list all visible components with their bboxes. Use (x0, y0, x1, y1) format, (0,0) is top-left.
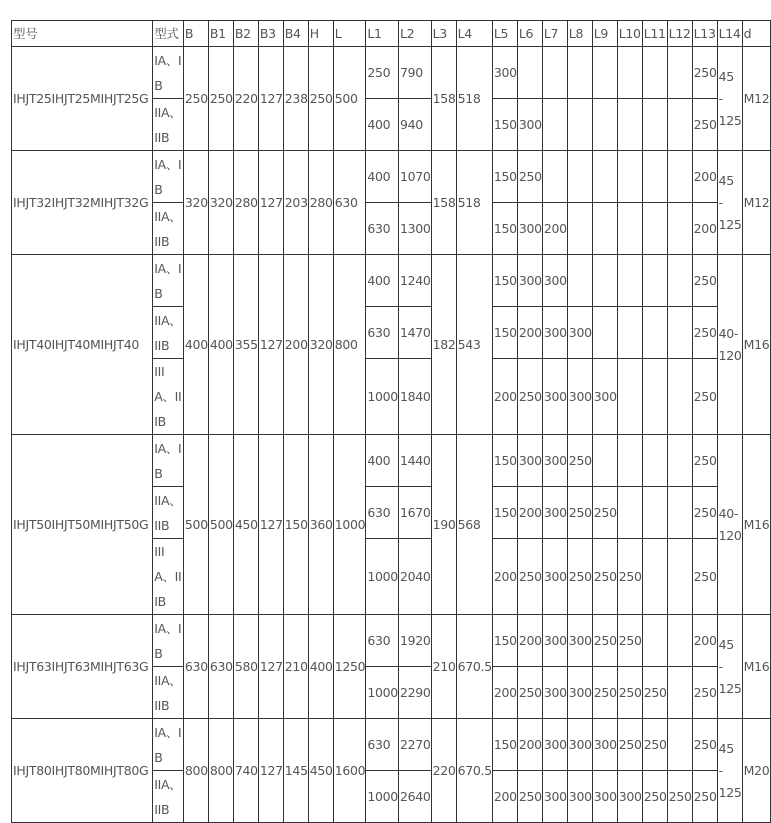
type-cell: IIA、IIB (153, 771, 184, 823)
dim-cell-b4: 200 (283, 255, 308, 435)
dim-cell-l6: 200 (517, 615, 542, 667)
dim-cell-l1: 630 (366, 487, 399, 539)
dim-cell-l8: 300 (567, 615, 592, 667)
dim-cell-l12 (667, 615, 692, 667)
dim-cell-l10: 250 (617, 667, 642, 719)
dim-cell-l8 (567, 99, 592, 151)
dim-cell-l4: 518 (456, 151, 492, 255)
dim-cell-l11 (642, 435, 667, 487)
table-row (12, 719, 771, 771)
dim-cell-l11 (642, 615, 667, 667)
dim-cell-l4: 543 (456, 255, 492, 435)
dim-cell-l13: 250 (692, 667, 717, 719)
dim-cell-l7: 300 (542, 615, 567, 667)
dim-cell-l10: 250 (617, 615, 642, 667)
dim-cell-l5: 150 (492, 719, 517, 771)
l14-value-line: 125 (718, 680, 742, 696)
dim-cell-l9 (592, 203, 617, 255)
dim-cell-l8: 250 (567, 435, 592, 487)
dim-cell-b2: 580 (233, 615, 258, 719)
dim-cell-b1: 630 (208, 615, 233, 719)
model-cell: IHJT50IHJT50MIHJT50G (12, 435, 153, 615)
dim-cell-l1: 1000 (366, 539, 399, 615)
dim-cell-l13: 250 (692, 771, 717, 823)
dim-cell-l5: 300 (492, 47, 517, 99)
dim-cell-l9: 250 (592, 539, 617, 615)
dim-cell-l12: 250 (667, 771, 692, 823)
dim-cell-l8: 250 (567, 487, 592, 539)
l14-value-line: 125 (718, 112, 742, 128)
header-row (12, 21, 771, 47)
dim-cell-l9 (592, 255, 617, 307)
dim-cell-l7 (542, 151, 567, 203)
dim-cell-b: 630 (183, 615, 208, 719)
dim-cell-b: 400 (183, 255, 208, 435)
dim-cell-l7: 300 (542, 771, 567, 823)
spec-table (11, 20, 771, 823)
dim-cell-l1: 400 (366, 435, 399, 487)
dim-cell-l13: 250 (692, 719, 717, 771)
dim-cell-l1: 630 (366, 615, 399, 667)
type-cell: IA、IB (153, 255, 184, 307)
dim-cell-l11 (642, 99, 667, 151)
dim-cell-l4: 568 (456, 435, 492, 615)
dim-cell-l1: 400 (366, 255, 399, 307)
dim-cell-l11 (642, 47, 667, 99)
dim-cell-l2: 1240 (398, 255, 431, 307)
dim-cell-l2: 790 (398, 47, 431, 99)
dim-cell-l12 (667, 359, 692, 435)
dim-cell-l9 (592, 99, 617, 151)
l14-value-line: 45 (718, 172, 734, 188)
dim-cell-b2: 220 (233, 47, 258, 151)
dim-cell-l1: 400 (366, 99, 399, 151)
dim-cell-l5: 150 (492, 151, 517, 203)
dim-cell-l6: 200 (517, 487, 542, 539)
dim-cell-h: 280 (308, 151, 333, 255)
dim-cell-l5: 200 (492, 667, 517, 719)
dim-cell-l7: 300 (542, 487, 567, 539)
dim-cell-d: M12 (742, 47, 770, 151)
dim-cell-l3: 210 (431, 615, 456, 719)
dim-cell-b3: 127 (258, 435, 283, 615)
dim-cell-l9: 300 (592, 719, 617, 771)
dim-cell-l9 (592, 307, 617, 359)
dim-cell-l11 (642, 255, 667, 307)
dim-cell-l10 (617, 359, 642, 435)
dim-cell-l5: 150 (492, 307, 517, 359)
dim-cell-l14 (717, 47, 742, 151)
dim-cell-l7: 300 (542, 719, 567, 771)
type-cell: IA、IB (153, 435, 184, 487)
dim-cell-l6: 300 (517, 435, 542, 487)
header-cell: 型号 (12, 21, 153, 47)
dim-cell-l6: 250 (517, 771, 542, 823)
dim-cell-l12 (667, 539, 692, 615)
dim-cell-b3: 127 (258, 151, 283, 255)
type-cell: IIA、IIB (153, 203, 184, 255)
dim-cell-l7: 300 (542, 255, 567, 307)
dim-cell-l9: 300 (592, 771, 617, 823)
type-cell: IIA、IIB (153, 487, 184, 539)
type-cell: IA、IB (153, 47, 184, 99)
dim-cell-l10: 250 (617, 719, 642, 771)
dim-cell-l13: 250 (692, 255, 717, 307)
dim-cell-l14 (717, 615, 742, 719)
dim-cell-l8 (567, 255, 592, 307)
l14-value-line: - (718, 90, 723, 106)
dim-cell-l12 (667, 667, 692, 719)
dim-cell-l13: 250 (692, 359, 717, 435)
table-row (12, 435, 771, 487)
dim-cell-b1: 500 (208, 435, 233, 615)
dim-cell-l13: 200 (692, 203, 717, 255)
dim-cell-l10 (617, 487, 642, 539)
dim-cell-l5: 150 (492, 203, 517, 255)
dim-cell-l5: 200 (492, 771, 517, 823)
header-cell: H (308, 21, 333, 47)
dim-cell-h: 320 (308, 255, 333, 435)
dim-cell-b1: 800 (208, 719, 233, 823)
dim-cell-l13: 250 (692, 47, 717, 99)
type-cell: IIA、IIB (153, 307, 184, 359)
dim-cell-l4: 670.5 (456, 719, 492, 823)
dim-cell-l9 (592, 151, 617, 203)
header-cell: L11 (642, 21, 667, 47)
l14-value-line: 120 (718, 527, 742, 543)
dim-cell-l9: 250 (592, 487, 617, 539)
dim-cell-l14 (717, 151, 742, 255)
dim-cell-l11: 250 (642, 719, 667, 771)
dim-cell-d: M16 (742, 255, 770, 435)
header-cell: L2 (398, 21, 431, 47)
header-cell: L9 (592, 21, 617, 47)
dim-cell-l13: 200 (692, 615, 717, 667)
l14-value-line: 120 (718, 347, 742, 363)
dim-cell-l11 (642, 487, 667, 539)
dim-cell-l5: 150 (492, 435, 517, 487)
dim-cell-b: 500 (183, 435, 208, 615)
dim-cell-b4: 238 (283, 47, 308, 151)
l14-value-line: 40- (718, 505, 739, 521)
dim-cell-l3: 158 (431, 151, 456, 255)
dim-cell-l2: 1920 (398, 615, 431, 667)
dim-cell-l: 630 (333, 151, 366, 255)
dim-cell-l7: 300 (542, 539, 567, 615)
dim-cell-l10 (617, 203, 642, 255)
dim-cell-l11 (642, 539, 667, 615)
table-row (12, 47, 771, 99)
dim-cell-l2: 2640 (398, 771, 431, 823)
dim-cell-l: 800 (333, 255, 366, 435)
dim-cell-l6: 300 (517, 255, 542, 307)
dim-cell-l2: 2040 (398, 539, 431, 615)
dim-cell-l12 (667, 255, 692, 307)
dim-cell-l1: 630 (366, 719, 399, 771)
dim-cell-b2: 280 (233, 151, 258, 255)
dim-cell-l2: 1440 (398, 435, 431, 487)
dim-cell-l9 (592, 435, 617, 487)
header-cell: L13 (692, 21, 717, 47)
dim-cell-l7 (542, 47, 567, 99)
dim-cell-b4: 150 (283, 435, 308, 615)
dim-cell-l9: 250 (592, 667, 617, 719)
dim-cell-l11 (642, 307, 667, 359)
header-cell: B3 (258, 21, 283, 47)
dim-cell-l4: 670.5 (456, 615, 492, 719)
dim-cell-h: 250 (308, 47, 333, 151)
dim-cell-l5: 150 (492, 255, 517, 307)
dim-cell-b2: 450 (233, 435, 258, 615)
header-cell: B2 (233, 21, 258, 47)
dim-cell-l8 (567, 203, 592, 255)
type-cell: IIA、IIB (153, 667, 184, 719)
dim-cell-l13: 200 (692, 151, 717, 203)
dim-cell-l8 (567, 151, 592, 203)
header-cell: L5 (492, 21, 517, 47)
dim-cell-l3: 220 (431, 719, 456, 823)
header-cell: L1 (366, 21, 399, 47)
dim-cell-l5: 150 (492, 99, 517, 151)
dim-cell-l6: 200 (517, 307, 542, 359)
dim-cell-l7: 200 (542, 203, 567, 255)
dim-cell-b3: 127 (258, 719, 283, 823)
dim-cell-l12 (667, 99, 692, 151)
dim-cell-b2: 740 (233, 719, 258, 823)
dim-cell-h: 450 (308, 719, 333, 823)
dim-cell-l5: 150 (492, 615, 517, 667)
dim-cell-l10 (617, 435, 642, 487)
dim-cell-l13: 250 (692, 307, 717, 359)
header-cell: B4 (283, 21, 308, 47)
dim-cell-l3: 158 (431, 47, 456, 151)
dim-cell-l7 (542, 99, 567, 151)
dim-cell-l8: 300 (567, 307, 592, 359)
dim-cell-l1: 1000 (366, 771, 399, 823)
dim-cell-l12 (667, 307, 692, 359)
dim-cell-l11 (642, 151, 667, 203)
dim-cell-d: M12 (742, 151, 770, 255)
dim-cell-l7: 300 (542, 307, 567, 359)
type-cell: IA、IB (153, 615, 184, 667)
dim-cell-l6: 250 (517, 539, 542, 615)
l14-value-line: 45 (718, 636, 734, 652)
l14-value-line: 125 (718, 784, 742, 800)
header-cell: L3 (431, 21, 456, 47)
dim-cell-b3: 127 (258, 47, 283, 151)
dim-cell-l2: 1470 (398, 307, 431, 359)
dim-cell-l12 (667, 151, 692, 203)
dim-cell-l: 1600 (333, 719, 366, 823)
header-cell: B1 (208, 21, 233, 47)
dim-cell-l8: 300 (567, 667, 592, 719)
dim-cell-l5: 150 (492, 487, 517, 539)
dim-cell-l13: 250 (692, 435, 717, 487)
model-cell: IHJT40IHJT40MIHJT40 (12, 255, 153, 435)
dim-cell-l2: 1840 (398, 359, 431, 435)
header-cell: L7 (542, 21, 567, 47)
dim-cell-l11: 250 (642, 667, 667, 719)
dim-cell-l1: 630 (366, 203, 399, 255)
dim-cell-l14 (717, 255, 742, 435)
dim-cell-l8: 300 (567, 359, 592, 435)
dim-cell-l9: 300 (592, 359, 617, 435)
dim-cell-d: M16 (742, 435, 770, 615)
model-cell: IHJT80IHJT80MIHJT80G (12, 719, 153, 823)
header-cell: B (183, 21, 208, 47)
dim-cell-l8: 300 (567, 771, 592, 823)
dim-cell-l13: 250 (692, 487, 717, 539)
dim-cell-b: 320 (183, 151, 208, 255)
dim-cell-d: M20 (742, 719, 770, 823)
dim-cell-l2: 2290 (398, 667, 431, 719)
dim-cell-l14 (717, 719, 742, 823)
dim-cell-l2: 1300 (398, 203, 431, 255)
header-cell: L12 (667, 21, 692, 47)
spec-table-body (12, 21, 771, 823)
dim-cell-d: M16 (742, 615, 770, 719)
dim-cell-l6: 300 (517, 99, 542, 151)
dim-cell-l12 (667, 487, 692, 539)
dim-cell-b3: 127 (258, 255, 283, 435)
dim-cell-l8: 300 (567, 719, 592, 771)
dim-cell-l7: 300 (542, 435, 567, 487)
header-cell: 型式 (153, 21, 184, 47)
l14-value-line: 45 (718, 68, 734, 84)
l14-value-line: 125 (718, 216, 742, 232)
dim-cell-l6: 300 (517, 203, 542, 255)
dim-cell-l3: 190 (431, 435, 456, 615)
type-cell: IIIA、IIIB (153, 359, 184, 435)
header-cell: L6 (517, 21, 542, 47)
dim-cell-b: 250 (183, 47, 208, 151)
type-cell: IIIA、IIIB (153, 539, 184, 615)
header-cell: L (333, 21, 366, 47)
dim-cell-l10 (617, 151, 642, 203)
dim-cell-b4: 145 (283, 719, 308, 823)
type-cell: IIA、IIB (153, 99, 184, 151)
dim-cell-l10 (617, 99, 642, 151)
dim-cell-l11 (642, 359, 667, 435)
dim-cell-l5: 200 (492, 539, 517, 615)
dim-cell-l12 (667, 719, 692, 771)
dim-cell-l6 (517, 47, 542, 99)
dim-cell-l6: 250 (517, 667, 542, 719)
dim-cell-l3: 182 (431, 255, 456, 435)
dim-cell-l8: 250 (567, 539, 592, 615)
dim-cell-l7: 300 (542, 359, 567, 435)
dim-cell-l10 (617, 307, 642, 359)
dim-cell-l12 (667, 47, 692, 99)
spec-table-container (11, 20, 771, 823)
table-row (12, 151, 771, 203)
dim-cell-l1: 1000 (366, 667, 399, 719)
dim-cell-l12 (667, 435, 692, 487)
dim-cell-l6: 250 (517, 151, 542, 203)
dim-cell-l13: 250 (692, 99, 717, 151)
dim-cell-l: 1250 (333, 615, 366, 719)
l14-value-line: 45 (718, 740, 734, 756)
dim-cell-l: 1000 (333, 435, 366, 615)
header-cell: L4 (456, 21, 492, 47)
header-cell: d (742, 21, 770, 47)
dim-cell-l9: 250 (592, 615, 617, 667)
dim-cell-h: 400 (308, 615, 333, 719)
dim-cell-l10: 250 (617, 539, 642, 615)
dim-cell-l1: 250 (366, 47, 399, 99)
dim-cell-b2: 355 (233, 255, 258, 435)
model-cell: IHJT32IHJT32MIHJT32G (12, 151, 153, 255)
dim-cell-l1: 1000 (366, 359, 399, 435)
model-cell: IHJT63IHJT63MIHJT63G (12, 615, 153, 719)
dim-cell-b1: 400 (208, 255, 233, 435)
dim-cell-l9 (592, 47, 617, 99)
dim-cell-b1: 320 (208, 151, 233, 255)
dim-cell-l7: 300 (542, 667, 567, 719)
dim-cell-l8 (567, 47, 592, 99)
dim-cell-l4: 518 (456, 47, 492, 151)
dim-cell-l2: 940 (398, 99, 431, 151)
dim-cell-l6: 200 (517, 719, 542, 771)
dim-cell-l10 (617, 47, 642, 99)
type-cell: IA、IB (153, 719, 184, 771)
header-cell: L14 (717, 21, 742, 47)
table-row (12, 255, 771, 307)
dim-cell-l2: 1070 (398, 151, 431, 203)
dim-cell-l1: 400 (366, 151, 399, 203)
dim-cell-b4: 210 (283, 615, 308, 719)
l14-value-line: - (718, 658, 723, 674)
dim-cell-b1: 250 (208, 47, 233, 151)
dim-cell-b4: 203 (283, 151, 308, 255)
dim-cell-l2: 1670 (398, 487, 431, 539)
l14-value-line: 40- (718, 325, 739, 341)
dim-cell-l14 (717, 435, 742, 615)
dim-cell-l11 (642, 203, 667, 255)
type-cell: IA、IB (153, 151, 184, 203)
dim-cell-l10 (617, 255, 642, 307)
dim-cell-l1: 630 (366, 307, 399, 359)
dim-cell-l5: 200 (492, 359, 517, 435)
dim-cell-l6: 250 (517, 359, 542, 435)
dim-cell-h: 360 (308, 435, 333, 615)
header-cell: L8 (567, 21, 592, 47)
dim-cell-l10: 300 (617, 771, 642, 823)
header-cell: L10 (617, 21, 642, 47)
model-cell: IHJT25IHJT25MIHJT25G (12, 47, 153, 151)
l14-value-line: - (718, 762, 723, 778)
dim-cell-b: 800 (183, 719, 208, 823)
dim-cell-l12 (667, 203, 692, 255)
table-row (12, 615, 771, 667)
dim-cell-l11: 250 (642, 771, 667, 823)
l14-value-line: - (718, 194, 723, 210)
dim-cell-l2: 2270 (398, 719, 431, 771)
dim-cell-l13: 250 (692, 539, 717, 615)
dim-cell-b3: 127 (258, 615, 283, 719)
dim-cell-l: 500 (333, 47, 366, 151)
